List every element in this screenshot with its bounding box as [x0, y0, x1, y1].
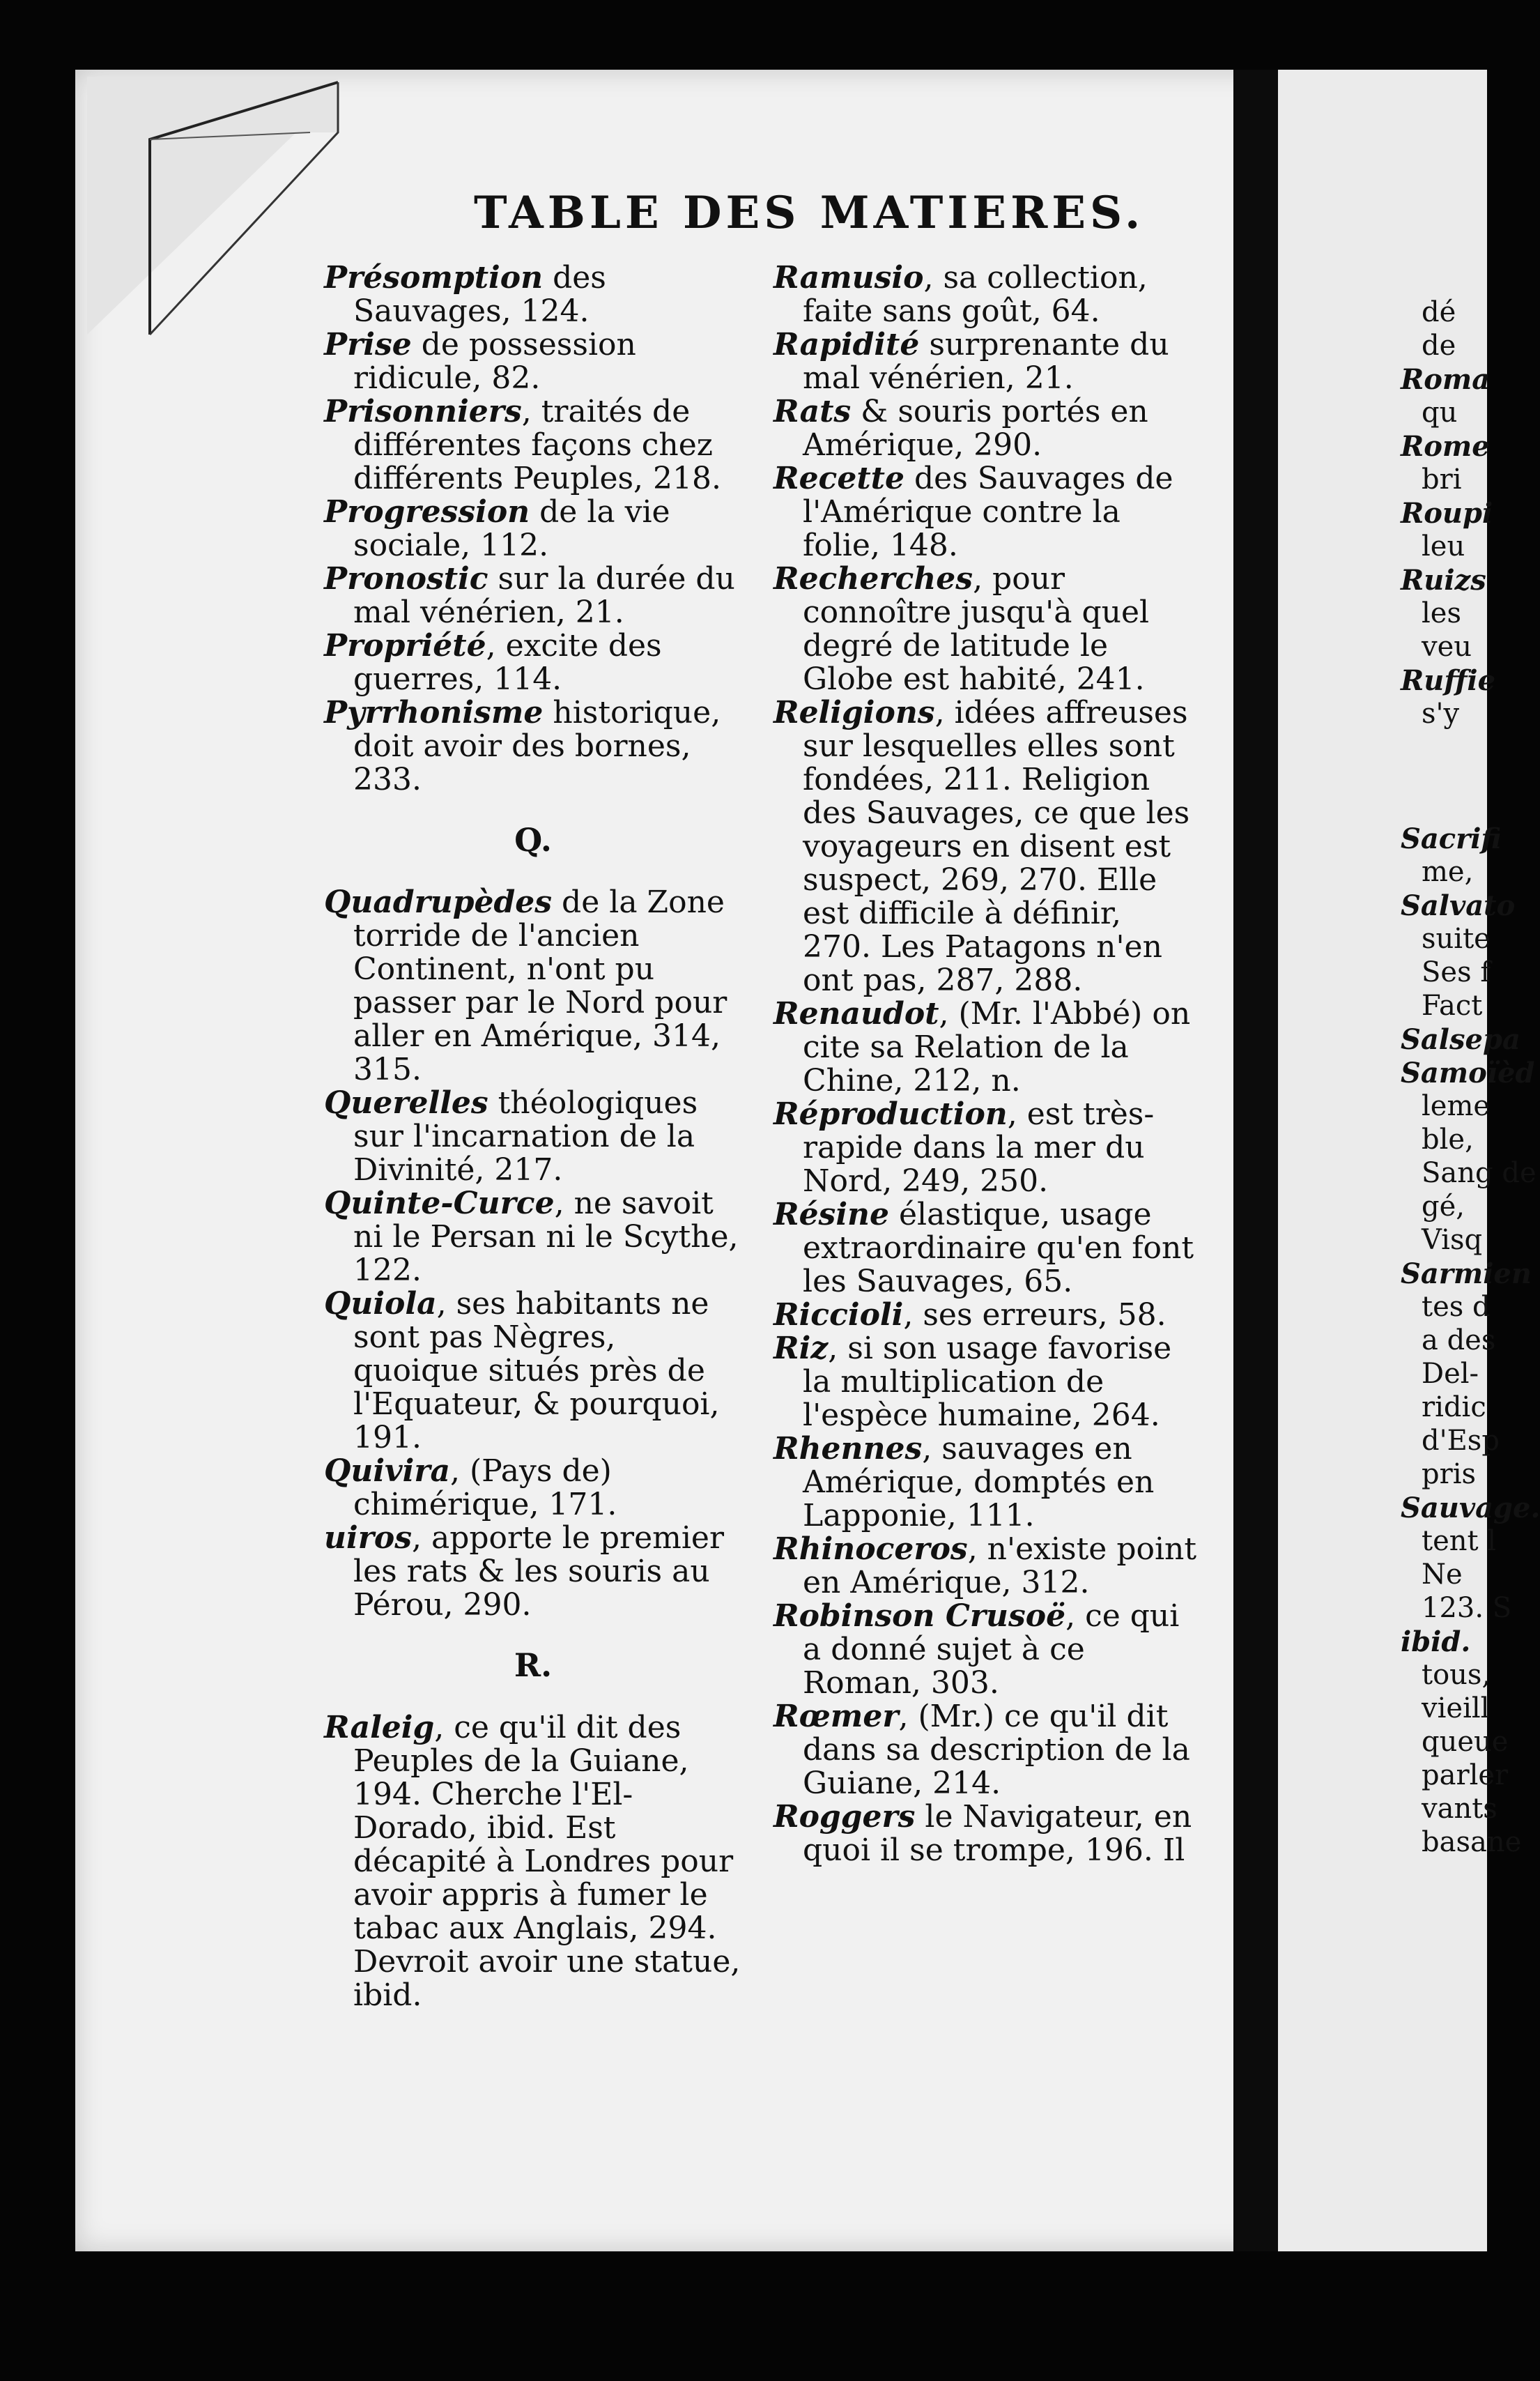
- index-entry: [324, 328, 742, 395]
- entry-headword: Résine: [773, 1197, 890, 1232]
- adjacent-page-fragment: Rome: [1401, 430, 1490, 463]
- adjacent-page-fragment: Samoïèd: [1401, 1057, 1535, 1089]
- entry-text: surprenante du mal vénérien, 21.: [803, 327, 1169, 396]
- entry-headword: Querelles: [324, 1085, 488, 1121]
- entry-text: , ce qu'il dit des Peuples de la Guiane, 194. Cherche l'El-Dorado, ibid. Est décapité à Londres pour avoir appris à fumer le tabac aux Anglais, 294. Devroit avoir une statue, ibid.: [353, 1710, 741, 2013]
- adjacent-page-fragment: vants: [1422, 1793, 1497, 1825]
- entry-text: , si son usage favorise la multiplication de l'espèce humaine, 264.: [803, 1331, 1172, 1433]
- adjacent-page-fragment: Sacrifi: [1401, 822, 1502, 855]
- adjacent-page-fragment: tous,: [1422, 1659, 1491, 1691]
- adjacent-page-fragment: Salvato: [1401, 889, 1516, 922]
- index-entry: [773, 1098, 1199, 1198]
- entry-headword: Quivira: [324, 1453, 451, 1489]
- entry-text: & souris portés en Amérique, 290.: [803, 394, 1148, 463]
- entry-headword: Raleig: [324, 1710, 435, 1745]
- adjacent-page-fragment: d'Esp: [1422, 1425, 1500, 1457]
- adjacent-page-fragment: Ne: [1422, 1559, 1463, 1591]
- index-entry: [773, 1432, 1199, 1533]
- adjacent-page-fragment: Salsepa: [1401, 1023, 1520, 1056]
- adjacent-page-fragment: bri: [1422, 464, 1462, 496]
- index-entry: [324, 1522, 742, 1622]
- index-entry: [773, 1198, 1199, 1299]
- adjacent-page-fragment: 123. S: [1422, 1592, 1512, 1624]
- index-column-right: [773, 261, 1199, 1867]
- entry-headword: Rats: [773, 394, 852, 429]
- index-entry: [773, 395, 1199, 462]
- index-entry: [773, 1700, 1199, 1800]
- entry-headword: Riccioli: [773, 1297, 904, 1333]
- entry-text: , est très-rapide dans la mer du Nord, 249, 250.: [803, 1096, 1155, 1199]
- entry-text: , (Mr.) ce qu'il dit dans sa description de la Guiane, 214.: [803, 1699, 1190, 1801]
- index-entry: [773, 1600, 1199, 1700]
- adjacent-page-fragment: suite: [1422, 923, 1491, 955]
- entry-text: , ce qui a donné sujet à ce Roman, 303.: [803, 1598, 1180, 1701]
- index-entry: [773, 997, 1199, 1098]
- index-entry: [324, 496, 742, 562]
- entry-headword: Progression: [324, 494, 530, 530]
- index-entry: [773, 1299, 1199, 1332]
- index-entry: [324, 696, 742, 797]
- section-letter: Q.: [514, 821, 552, 859]
- entry-text: , traités de différentes façons chez différents Peuples, 218.: [353, 394, 721, 496]
- entry-headword: Rapidité: [773, 327, 920, 362]
- index-entry: [324, 1187, 742, 1287]
- adjacent-page-fragment: ibid.: [1401, 1625, 1471, 1658]
- page-title: TABLE DES MATIERES.: [474, 187, 1145, 239]
- entry-headword: Religions: [773, 695, 935, 730]
- adjacent-page-fragment: dé: [1422, 296, 1456, 328]
- entry-headword: Réproduction: [773, 1096, 1008, 1132]
- folded-corner: [87, 77, 345, 335]
- index-entry: [773, 1800, 1199, 1867]
- adjacent-page-fragment: s'y: [1422, 698, 1460, 730]
- adjacent-page-fragment: Sarmien: [1401, 1257, 1532, 1290]
- adjacent-page-fragment: les: [1422, 597, 1461, 629]
- adjacent-page-fragment: leu: [1422, 530, 1465, 562]
- index-entry: [324, 562, 742, 629]
- entry-text: , ses habitants ne sont pas Nègres, quoique situés près de l'Equateur, & pourquoi, 191.: [353, 1286, 720, 1455]
- adjacent-page-fragment: Visq: [1422, 1224, 1483, 1256]
- entry-headword: Pronostic: [324, 561, 488, 597]
- index-entry: [773, 328, 1199, 395]
- index-entry: [773, 562, 1199, 696]
- entry-text: , (Mr. l'Abbé) on cite sa Relation de la Chine, 212, n.: [803, 996, 1191, 1098]
- entry-text: , sa collection, faite sans goût, 64.: [803, 260, 1148, 329]
- entry-text: , pour connoître jusqu'à quel degré de latitude le Globe est habité, 241.: [803, 561, 1150, 697]
- adjacent-page-fragment: a des: [1422, 1324, 1496, 1356]
- index-entry: [773, 462, 1199, 562]
- adjacent-page-fragment: tent l: [1422, 1525, 1497, 1557]
- entry-text: de possession ridicule, 82.: [353, 327, 636, 396]
- entry-headword: Quiola: [324, 1286, 437, 1322]
- entry-headword: Quadrupèdes: [324, 885, 553, 920]
- index-entry: [773, 1533, 1199, 1600]
- adjacent-page-fragment: queue: [1422, 1726, 1509, 1758]
- adjacent-page-fragment: pris: [1422, 1458, 1477, 1490]
- entry-text: des Sauvages de l'Amérique contre la folie, 148.: [803, 461, 1173, 563]
- entry-text: de la Zone torride de l'ancien Continent, n'ont pu passer par le Nord pour aller en Amérique, 314, 315.: [353, 885, 727, 1087]
- adjacent-page-fragment: vieill: [1422, 1692, 1490, 1724]
- adjacent-page-fragment: tes d: [1422, 1291, 1491, 1323]
- entry-headword: Propriété: [324, 628, 486, 664]
- adjacent-page-fragment: Sang de: [1422, 1157, 1537, 1189]
- book-gutter: [1233, 70, 1278, 2251]
- entry-text: des Sauvages, 124.: [353, 260, 606, 329]
- adjacent-page-fragment: parler: [1422, 1759, 1509, 1791]
- index-entry: [324, 395, 742, 496]
- index-entry: [773, 261, 1199, 328]
- entry-headword: Rhinoceros: [773, 1531, 968, 1567]
- adjacent-page-fragment: Roupi: [1401, 497, 1493, 530]
- adjacent-page-fragment: veu: [1422, 631, 1472, 663]
- adjacent-page-fragment: ridic: [1422, 1391, 1486, 1423]
- entry-text: , n'existe point en Amérique, 312.: [803, 1531, 1197, 1600]
- entry-headword: Ramusio: [773, 260, 924, 296]
- adjacent-page-fragment: Ruizs: [1401, 564, 1486, 597]
- index-column-left: [324, 261, 742, 2012]
- index-entry: [773, 696, 1199, 997]
- entry-text: , sauvages en Amérique, domptés en Lapponie, 111.: [803, 1431, 1155, 1533]
- adjacent-page-fragment: Ses f: [1422, 956, 1491, 988]
- index-entry: [324, 1455, 742, 1522]
- adjacent-page-fragment: de: [1422, 330, 1456, 362]
- index-entry: [324, 629, 742, 696]
- entry-headword: Présomption: [324, 260, 544, 296]
- entry-headword: Renaudot: [773, 996, 939, 1032]
- entry-text: , excite des guerres, 114.: [353, 628, 662, 697]
- index-entry: [324, 886, 742, 1087]
- adjacent-page-fragment: gé,: [1422, 1190, 1465, 1223]
- entry-text: , ses erreurs, 58.: [903, 1297, 1166, 1333]
- adjacent-page-fragment: Sauvage.: [1401, 1492, 1540, 1524]
- entry-headword: Prise: [324, 327, 412, 362]
- entry-text: de la vie sociale, 112.: [353, 494, 670, 563]
- entry-text: le Navigateur, en quoi il se trompe, 196. Il: [803, 1799, 1192, 1868]
- adjacent-page-fragment: Ruffie: [1401, 664, 1496, 697]
- entry-text: , idées affreuses sur lesquelles elles sont fondées, 211. Religion des Sauvages, ce que les voyageurs en disent est suspect, 269, 270. Elle est difficile à définir, 270. Les Patagons n'en ont pas, 287, 288.: [803, 695, 1190, 998]
- entry-headword: Rhennes: [773, 1431, 923, 1467]
- index-entry: [324, 1287, 742, 1455]
- index-entry: [324, 261, 742, 328]
- adjacent-page-fragment: Del-: [1422, 1358, 1479, 1390]
- entry-headword: Pyrrhonisme: [324, 695, 544, 730]
- entry-headword: Recherches: [773, 561, 973, 597]
- entry-headword: Recette: [773, 461, 904, 496]
- entry-headword: Rœmer: [773, 1699, 899, 1734]
- entry-headword: Robinson Crusoë: [773, 1598, 1066, 1634]
- entry-text: élastique, usage extraordinaire qu'en font les Sauvages, 65.: [803, 1197, 1194, 1299]
- adjacent-page-fragment: basane: [1422, 1826, 1522, 1858]
- entry-headword: Riz: [773, 1331, 829, 1366]
- index-entry: [773, 1332, 1199, 1432]
- adjacent-page-fragment: qu: [1422, 397, 1458, 429]
- adjacent-page-fragment: leme: [1422, 1090, 1491, 1122]
- adjacent-page-fragment: Roma: [1401, 363, 1491, 396]
- entry-headword: Roggers: [773, 1799, 916, 1835]
- index-entry: [324, 1087, 742, 1187]
- adjacent-page-fragment: me,: [1422, 856, 1474, 888]
- entry-headword: Prisonniers: [324, 394, 522, 429]
- entry-text: historique, doit avoir des bornes, 233.: [353, 695, 721, 797]
- entry-headword: Quinte-Curce: [324, 1186, 555, 1221]
- entry-text: , apporte le premier les rats & les souris au Pérou, 290.: [353, 1520, 724, 1623]
- entry-text: théologiques sur l'incarnation de la Divinité, 217.: [353, 1085, 698, 1188]
- entry-text: sur la durée du mal vénérien, 21.: [353, 561, 735, 630]
- entry-text: , (Pays de) chimérique, 171.: [353, 1453, 617, 1522]
- index-entry: [324, 1711, 742, 2012]
- entry-headword: uiros: [324, 1520, 413, 1556]
- section-letter: R.: [514, 1646, 553, 1684]
- entry-text: , ne savoit ni le Persan ni le Scythe, 122.: [353, 1186, 739, 1288]
- adjacent-page-fragment: ble,: [1422, 1124, 1474, 1156]
- adjacent-page-fragment: Fact: [1422, 990, 1483, 1022]
